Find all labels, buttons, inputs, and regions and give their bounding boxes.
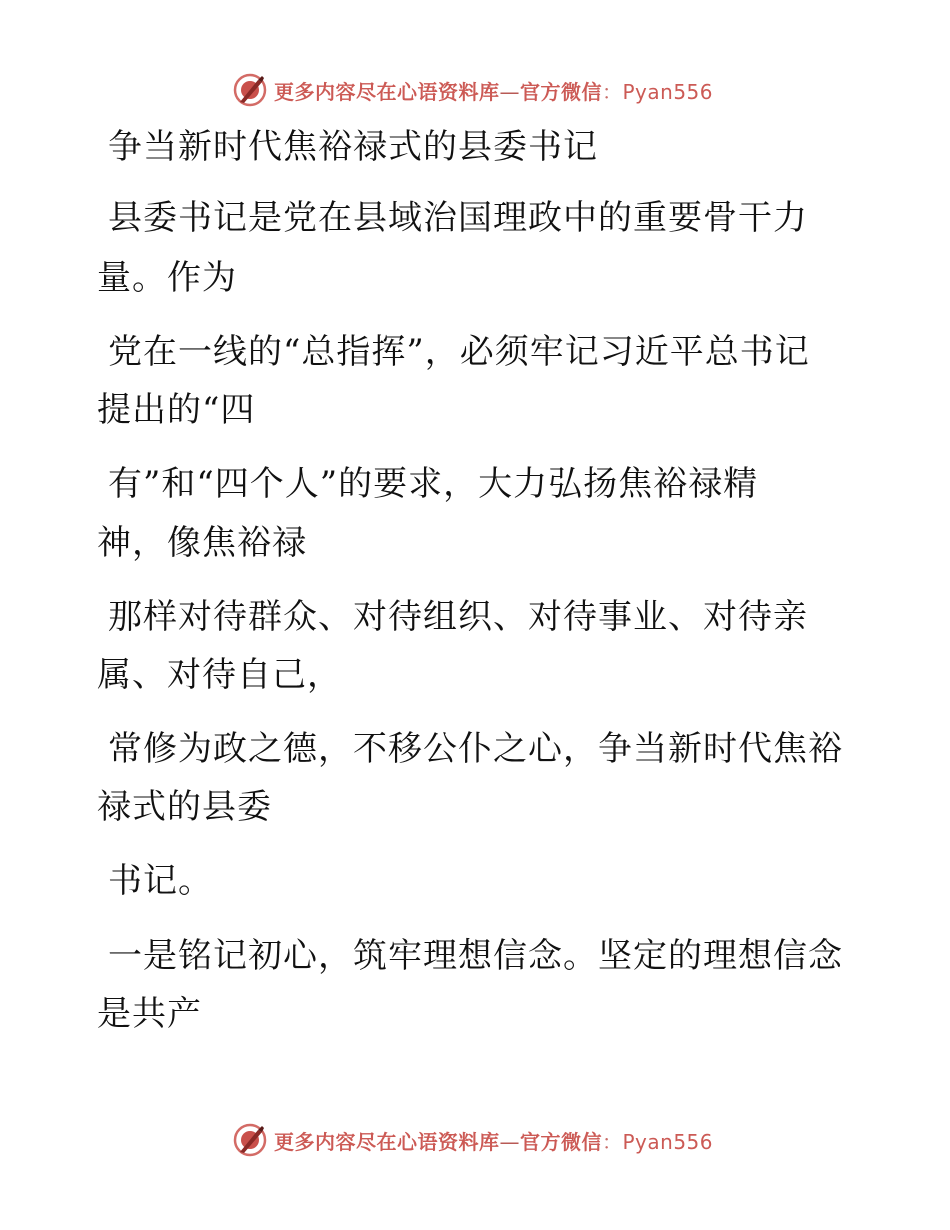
paragraph-line: 书记。 bbox=[108, 861, 213, 901]
paragraph-line: 一是铭记初心，筑牢理想信念。坚定的理想信念 bbox=[108, 936, 843, 976]
watermark-text: 更多内容尽在心语资料库—官方微信：Pyan556 bbox=[274, 1129, 714, 1154]
paragraph-line: 量。作为 bbox=[97, 258, 237, 298]
paragraph-line: 常修为政之德，不移公仆之心，争当新时代焦裕 bbox=[108, 729, 843, 769]
paragraph-line: 有”和“四个人”的要求，大力弘扬焦裕禄精 bbox=[108, 464, 759, 504]
quill-logo-icon bbox=[232, 1122, 268, 1158]
quill-logo-icon bbox=[232, 72, 268, 108]
paragraph-line: 党在一线的“总指挥”，必须牢记习近平总书记 bbox=[108, 332, 810, 372]
paragraph-line: 那样对待群众、对待组织、对待事业、对待亲 bbox=[108, 597, 808, 637]
paragraph-line: 属、对待自己， bbox=[97, 655, 342, 695]
paragraph-line: 是共产 bbox=[97, 994, 202, 1034]
header-watermark-banner bbox=[232, 70, 713, 110]
footer-watermark-banner bbox=[232, 1120, 713, 1160]
paragraph-line: 神，像焦裕禄 bbox=[97, 523, 307, 563]
paragraph-line: 提出的“四 bbox=[97, 390, 256, 430]
paragraph-line: 县委书记是党在县域治国理政中的重要骨干力 bbox=[108, 198, 808, 238]
document-title: 争当新时代焦裕禄式的县委书记 bbox=[108, 127, 598, 167]
paragraph-line: 禄式的县委 bbox=[97, 787, 272, 827]
watermark-text: 更多内容尽在心语资料库—官方微信：Pyan556 bbox=[274, 79, 714, 104]
